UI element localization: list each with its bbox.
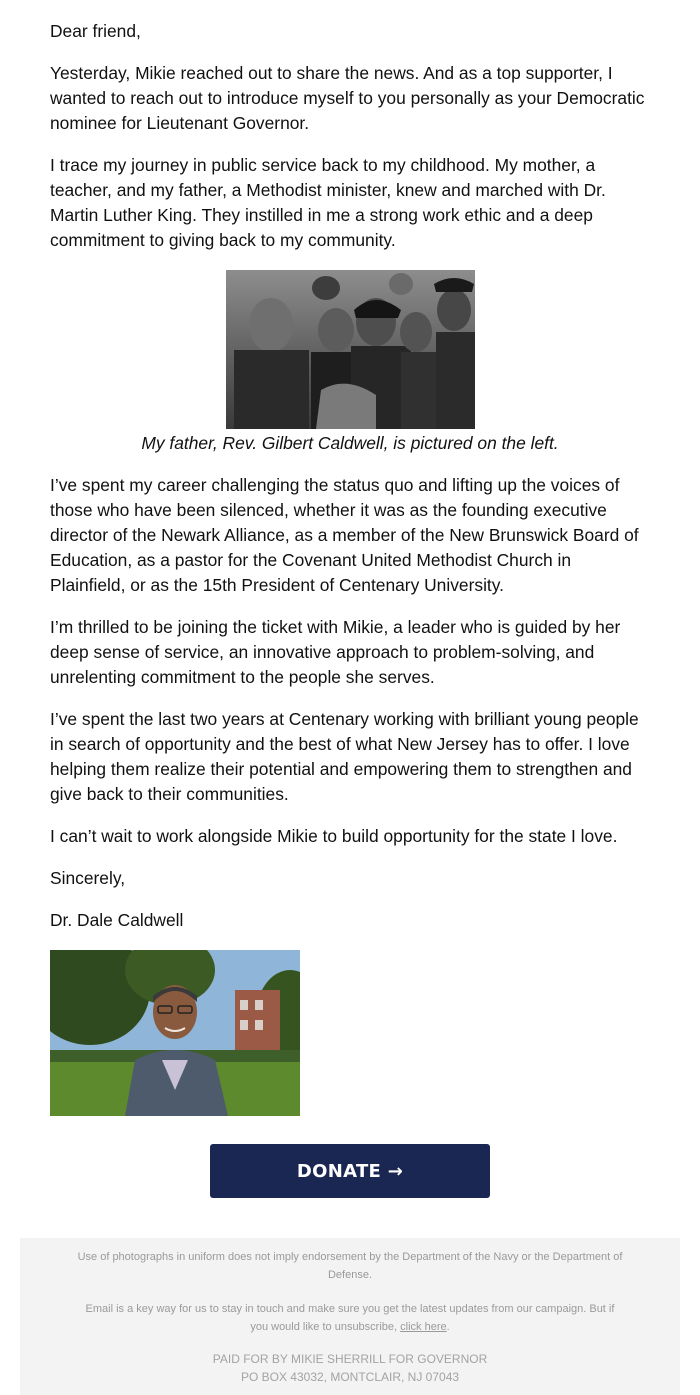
paragraph-childhood: I trace my journey in public service back to my childhood. My mother, a teacher, and my father, a Methodist minister, knew and marched with Dr. Martin Luther King. They instilled in me a strong work ethic and a deep commitment to giving back to my community. <box>50 155 606 250</box>
paid-for-by: PAID FOR BY MIKIE SHERRILL FOR GOVERNOR <box>212 1352 488 1366</box>
photo-caption: My father, Rev. Gilbert Caldwell, is pictured on the left. <box>141 433 559 453</box>
unsubscribe-link[interactable]: click here <box>400 1321 447 1333</box>
historic-photo <box>226 270 475 429</box>
portrait-photo <box>50 950 300 1116</box>
donate-button[interactable]: DONATE → <box>210 1144 490 1198</box>
mailing-address: PO BOX 43032, MONTCLAIR, NJ 07043 <box>240 1370 460 1384</box>
greeting: Dear friend, <box>50 21 141 41</box>
paragraph-ticket: I’m thrilled to be joining the ticket with Mikie, a leader who is guided by her deep sense of service, an innovative approach to problem-solving, and unrelenting commitment to the people she serves. <box>50 617 621 687</box>
footer-paid-by <box>20 1350 680 1386</box>
footer-email-text: Email is a key way for us to stay in touch and make sure you get the latest updates from our campaign. But if you would like to unsubscribe, <box>85 1303 615 1333</box>
paragraph-centenary: I’ve spent the last two years at Centenary working with brilliant young people in search of opportunity and the best of what New Jersey has to offer. I love helping them realize their potential and empowering them to strengthen and give back to their communities. <box>50 709 639 804</box>
letter-body <box>50 19 650 1116</box>
paragraph-career: I’ve spent my career challenging the status quo and lifting up the voices of those who have been silenced, whether it was as the founding executive director of the Newark Alliance, as a member of the New Brunswick Board of Education, as a pastor for the Covenant United Methodist Church in Plainfield, or as the 15th President of Centenary University. <box>50 475 639 595</box>
footer-email-note: Email is a key way for us to stay in touch and make sure you get the latest updates from our campaign. But if you would like to unsubscribe, click here. <box>85 1303 615 1333</box>
paragraph-closing-thought: I can’t wait to work alongside Mikie to build opportunity for the state I love. <box>50 826 618 846</box>
paragraph-intro: Yesterday, Mikie reached out to share the news. And as a top supporter, I wanted to reach out to introduce myself to you personally as your Democratic nominee for Lieutenant Governor. <box>50 63 645 133</box>
historic-photo-container <box>50 270 650 429</box>
signature-name: Dr. Dale Caldwell <box>50 910 184 930</box>
footer-disclaimer: Use of photographs in uniform does not imply endorsement by the Department of the Navy or the Department of Defense. <box>77 1251 623 1281</box>
donate-row <box>210 1144 490 1198</box>
footer <box>20 1238 680 1395</box>
closing: Sincerely, <box>50 868 126 888</box>
